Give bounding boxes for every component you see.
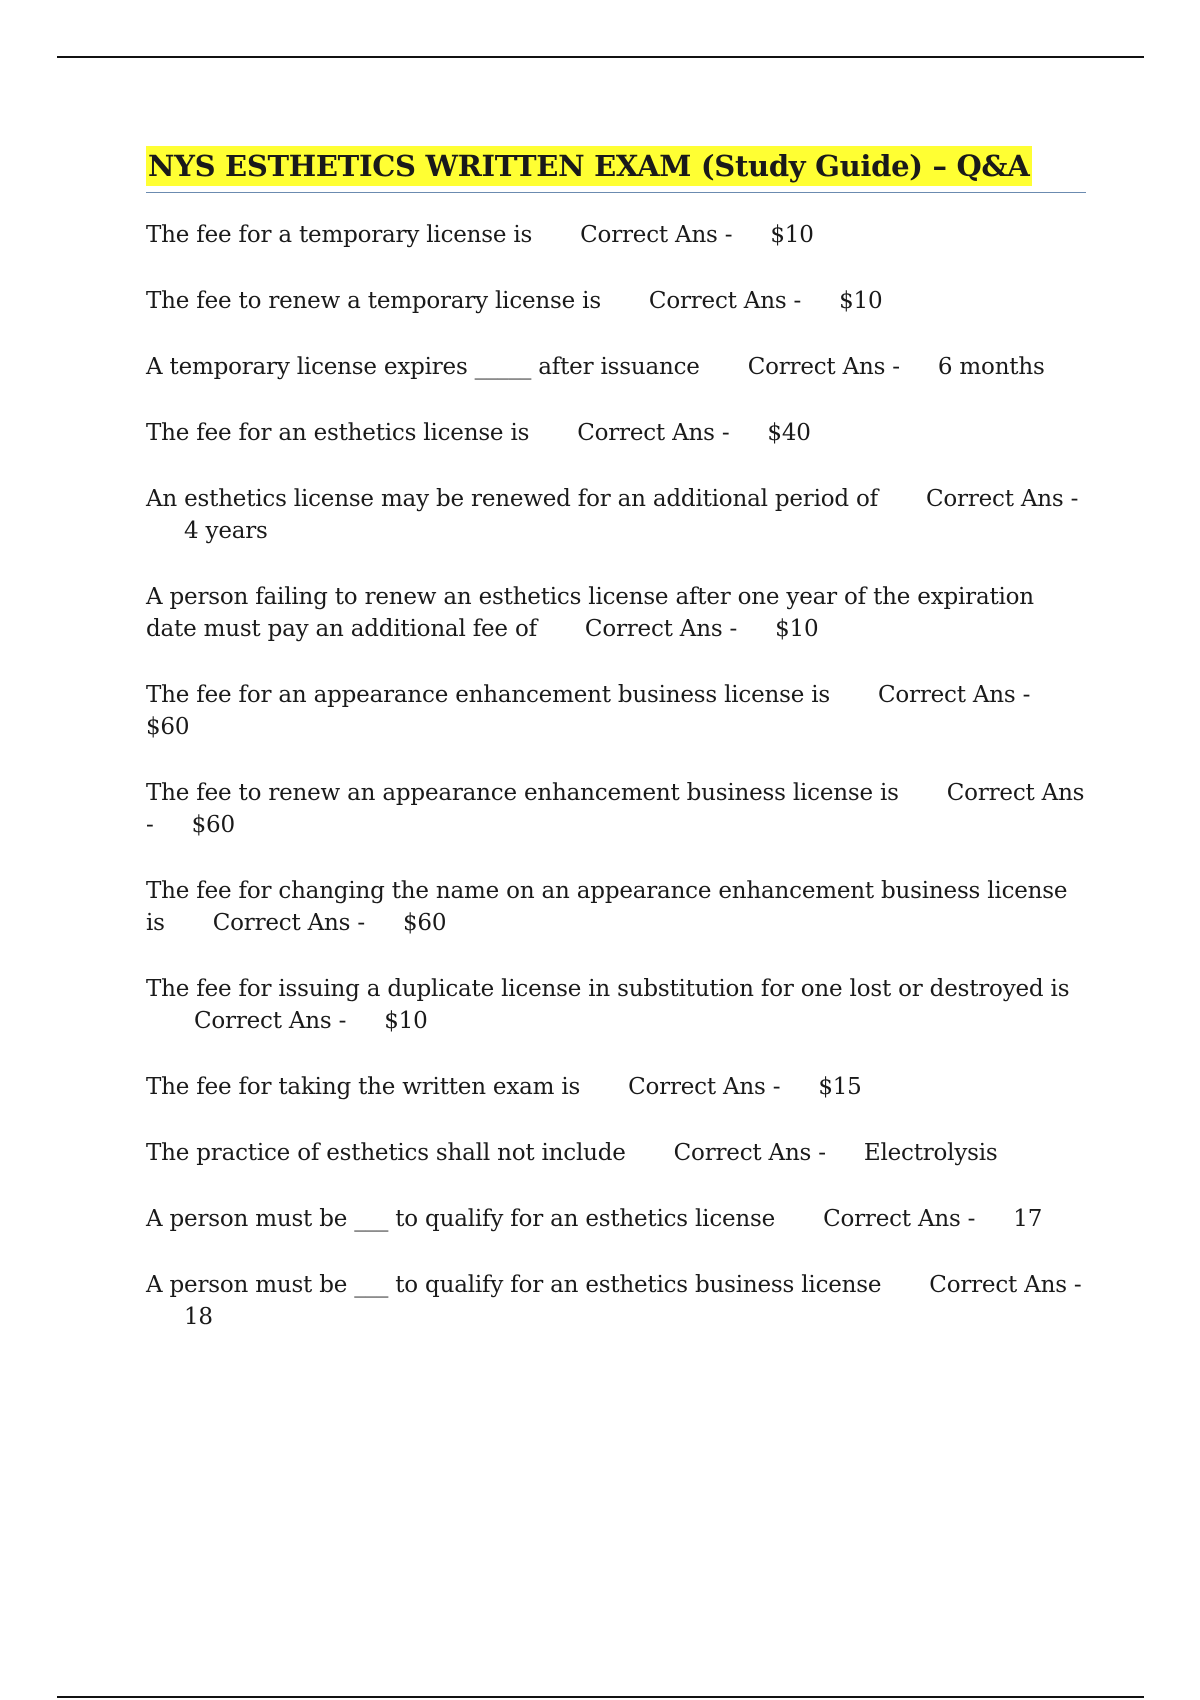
qa-question: A temporary license expires _____ after issuance	[146, 354, 700, 380]
title-block	[146, 146, 1086, 193]
qa-question: The fee to renew a temporary license is	[146, 288, 601, 314]
qa-answer-label: Correct Ans -	[628, 1074, 781, 1100]
qa-question: A person failing to renew an esthetics license after one year of the expiration date must pay an additional fee of	[146, 584, 1034, 642]
qa-list	[146, 219, 1086, 1333]
qa-answer: $60	[146, 714, 190, 740]
qa-answer: $15	[818, 1074, 862, 1100]
qa-answer-label: Correct Ans -	[925, 486, 1079, 512]
qa-answer-label: Correct Ans -	[577, 420, 730, 446]
qa-answer-label: Correct Ans -	[823, 1206, 976, 1232]
qa-question: An esthetics license may be renewed for an additional period of	[146, 486, 878, 512]
qa-item	[146, 777, 1086, 841]
qa-answer-label: Correct Ans -	[212, 910, 365, 936]
qa-question: A person must be ___ to qualify for an esthetics license	[146, 1206, 776, 1232]
qa-answer-label: Correct Ans -	[747, 354, 900, 380]
page-title: NYS ESTHETICS WRITTEN EXAM (Study Guide) – Q&A	[146, 146, 1032, 186]
qa-answer-label: Correct Ans -	[580, 222, 733, 248]
qa-question: The fee for a temporary license is	[146, 222, 533, 248]
qa-answer: $60	[191, 812, 235, 838]
qa-answer-label: Correct Ans -	[146, 780, 1085, 838]
qa-answer-label: Correct Ans -	[194, 1008, 347, 1034]
qa-item	[146, 483, 1086, 547]
footer-rule	[57, 1696, 1144, 1698]
qa-question: A person must be ___ to qualify for an esthetics business license	[146, 1272, 882, 1298]
qa-item	[146, 581, 1086, 645]
qa-item	[146, 875, 1086, 939]
qa-item	[146, 679, 1086, 743]
qa-item	[146, 1269, 1086, 1333]
qa-item	[146, 351, 1086, 383]
document-body	[146, 146, 1086, 1367]
qa-answer: $40	[767, 420, 811, 446]
qa-answer: $10	[770, 222, 814, 248]
qa-answer: 6 months	[937, 354, 1045, 380]
qa-answer-label: Correct Ans -	[673, 1140, 826, 1166]
qa-answer: $60	[402, 910, 447, 936]
qa-answer: $10	[839, 288, 883, 314]
qa-answer: $10	[384, 1008, 428, 1034]
qa-answer: 17	[1013, 1206, 1043, 1232]
qa-question: The fee for issuing a duplicate license in substitution for one lost or destroyed is	[146, 976, 1070, 1002]
qa-question: The fee for taking the written exam is	[146, 1074, 581, 1100]
qa-question: The fee for an appearance enhancement business license is	[146, 682, 831, 708]
qa-item	[146, 973, 1086, 1037]
qa-item	[146, 219, 1086, 251]
qa-question: The fee to renew an appearance enhancement business license is	[146, 780, 899, 806]
qa-answer-label: Correct Ans -	[878, 682, 1031, 708]
qa-item	[146, 1203, 1086, 1235]
qa-answer-label: Correct Ans -	[929, 1272, 1082, 1298]
qa-answer-label: Correct Ans -	[584, 616, 738, 642]
qa-item	[146, 285, 1086, 317]
qa-answer: 18	[184, 1304, 213, 1330]
qa-answer: 4 years	[184, 518, 268, 544]
qa-item	[146, 1071, 1086, 1103]
qa-question: The practice of esthetics shall not include	[146, 1140, 626, 1166]
qa-item	[146, 417, 1086, 449]
qa-item	[146, 1137, 1086, 1169]
qa-answer: Electrolysis	[863, 1140, 998, 1166]
qa-answer-label: Correct Ans -	[648, 288, 802, 314]
qa-question: The fee for changing the name on an appearance enhancement business license is	[146, 878, 1068, 936]
qa-question: The fee for an esthetics license is	[146, 420, 530, 446]
header-rule	[57, 56, 1144, 58]
qa-answer: $10	[775, 616, 819, 642]
